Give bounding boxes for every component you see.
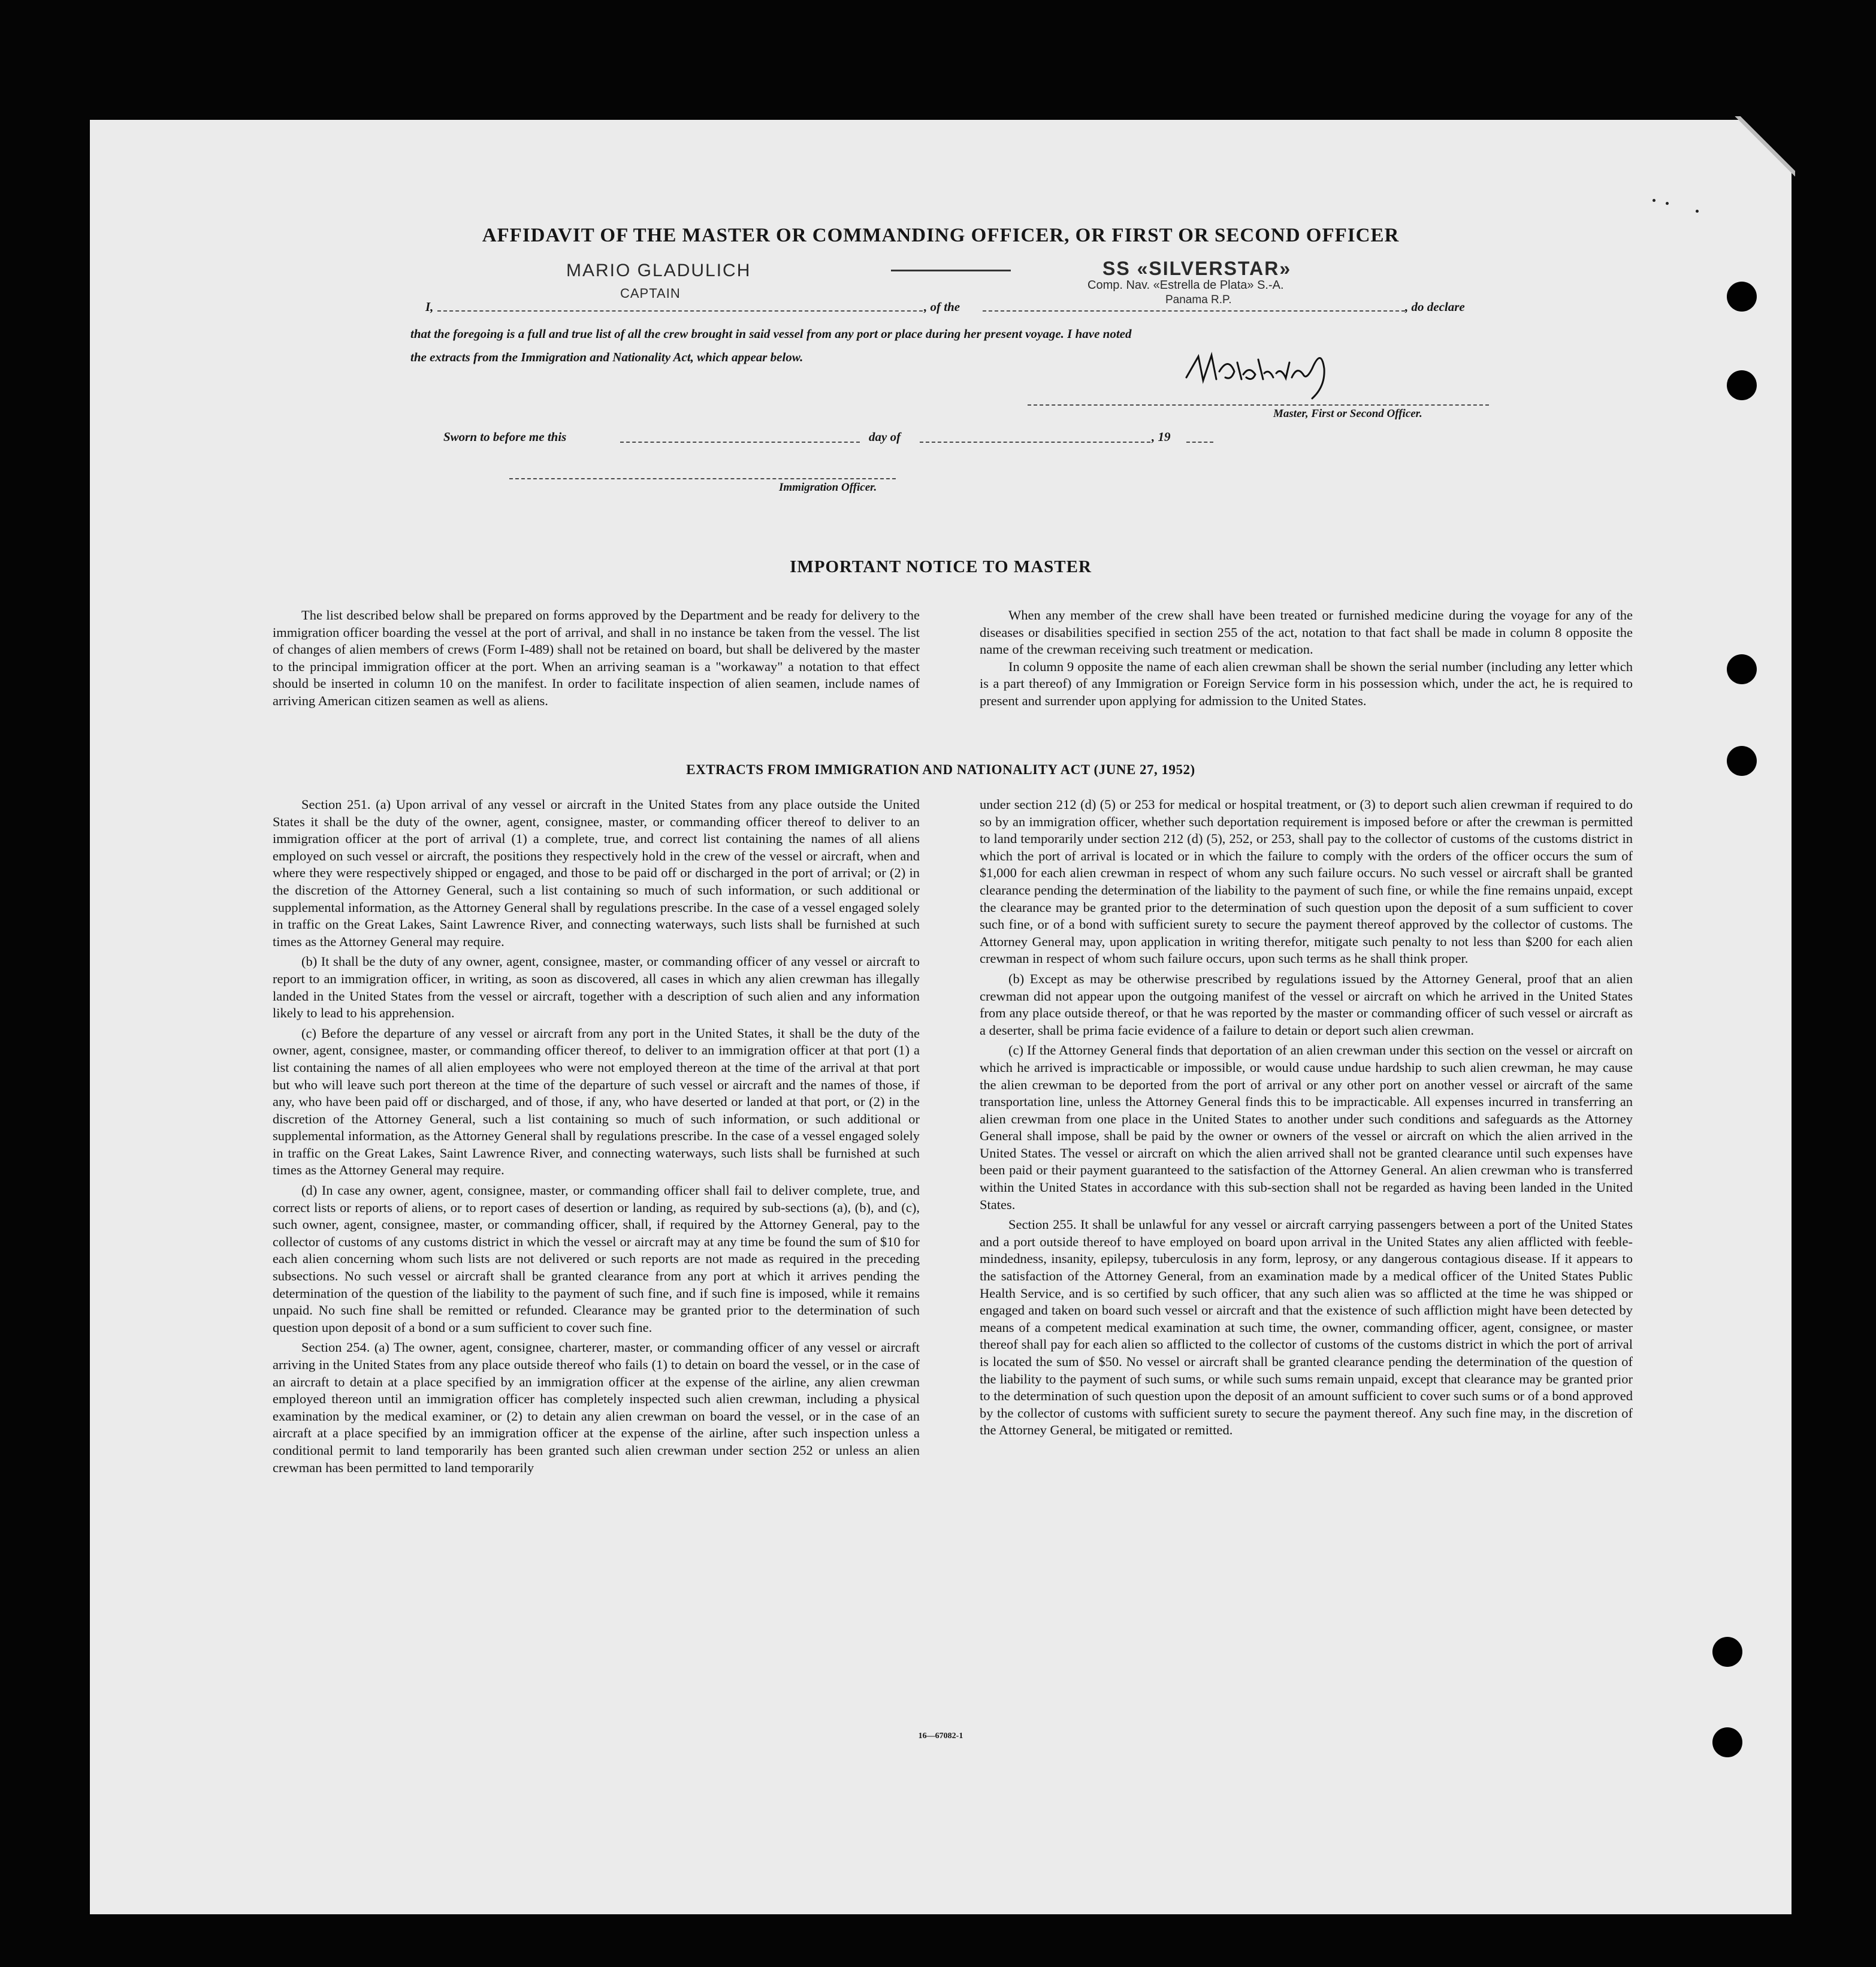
binder-hole	[1727, 282, 1757, 312]
notice-right-paragraph-1: When any member of the crew shall have been treated or furnished medicine during the voyage for any of the diseases or disabilities specified in section 255 of the act, notation to that fact shall be made in column 8 opposite the name of the crewman receiving such treatment or medication.	[980, 608, 1633, 657]
notice-right-column	[980, 607, 1633, 710]
label-do-declare: , do declare	[1405, 300, 1465, 314]
notice-left-column	[273, 607, 920, 710]
extracts-heading: EXTRACTS FROM IMMIGRATION AND NATIONALITY ACT (JUNE 27, 1952)	[686, 762, 1195, 777]
declaration-line-1: that the foregoing is a full and true list of all the crew brought in said vessel from any port or place during her present voyage. I have noted	[410, 327, 1132, 341]
declaration-line-2: the extracts from the Immigration and Nationality Act, which appear below.	[410, 350, 803, 364]
vessel-blank-line	[983, 310, 1405, 312]
notice-heading: IMPORTANT NOTICE TO MASTER	[790, 557, 1092, 576]
notice-right-paragraph-2: In column 9 opposite the name of each alien crewman shall be shown the serial number (including any letter which is a part thereof) of any Immigration or Foreign Service form in his possession which, under the act, he is required to present and surrender upon applying for admission to the United States.	[980, 658, 1633, 708]
dust-speck	[1653, 199, 1656, 202]
binder-hole	[1727, 746, 1757, 776]
sworn-date-blank	[620, 442, 860, 443]
extracts-right-column	[980, 796, 1633, 1439]
extract-paragraph: under section 212 (d) (5) or 253 for medical or hospital treatment, or (3) to deport such alien crewman if required to do so by an immigration officer, whether such deportation requirement is imposed before or after the crewman is permitted to land temporarily under section 212 (d) (5), 252, or 253, shall pay to the collector of customs of the customs district in which the port of arrival is located or in which the failure to comply with the orders of the officer occurs the sum of $1,000 for each alien crewman in respect of whom any such failure occurs. No such vessel or aircraft shall be granted clearance pending the determination of the liability to the payment of such fine, or while the fine remains unpaid, except the clearance may be granted prior to the determination of such question upon the deposit of a sum sufficient to cover such fine, or of a bond with sufficient surety to secure the payment thereof approved by the collector of customs. The Attorney General may, upon application in writing therefor, mitigate such penalty to not less than $200 for each alien crewman in respect of whom such failure occurs, upon such terms as he shall think proper.	[980, 797, 1633, 966]
extract-paragraph: Section 254. (a) The owner, agent, consignee, charterer, master, or commanding officer of any vessel or aircraft arriving in the United States from any place outside thereof who fails (1) to detain on board the vessel, or in the case of an aircraft to detain at a place specified by an immigration officer at the expense of the airline, any alien crewman employed thereon until an immigration officer has completely inspected such alien crewman, including a physical examination by the medical examiner, or (2) to detain any alien crewman on board the vessel, or in the case of an aircraft at a place specified by an immigration officer at the expense of the airline, after such inspection unless a conditional permit to land temporarily has been granted such alien crewman under section 252 or unless an alien crewman has been permitted to land temporarily	[273, 1340, 920, 1475]
extract-paragraph: Section 251. (a) Upon arrival of any vessel or aircraft in the United States from any place outside the United States it shall be the duty of the owner, agent, consignee, master, or commanding officer thereof to deliver to an immigration officer at the port of arrival (1) a complete, true, and correct list containing the names of all aliens employed on such vessel or aircraft, the positions they respectively hold in the crew of the vessel or aircraft, when and where they were respectively shipped or engaged, and those to be paid off or discharged in the port of arrival; or (2) in the discretion of the Attorney General, such a list containing so much of such information, or such additional or supplemental information, as the Attorney General shall by regulations prescribe. In the case of a vessel engaged solely in traffic on the Great Lakes, Saint Lawrence River, and connecting waterways, such lists shall be furnished at such times as the Attorney General may require.	[273, 797, 920, 949]
sworn-year-blank	[1186, 442, 1213, 443]
officer-blank-line	[509, 478, 896, 479]
master-name: MARIO GLADULICH	[566, 261, 751, 280]
dust-speck	[1666, 202, 1669, 205]
signature-caption: Master, First or Second Officer.	[1273, 407, 1422, 420]
label-i: I,	[425, 300, 434, 314]
sworn-label: Sworn to before me this	[443, 430, 567, 444]
master-rank: CAPTAIN	[620, 286, 681, 301]
page-corner-fold	[1723, 116, 1795, 188]
binder-hole	[1712, 1727, 1742, 1757]
document-page	[90, 120, 1792, 1914]
binder-hole	[1712, 1637, 1742, 1667]
year-label: , 19	[1152, 430, 1171, 444]
vessel-place: Panama R.P.	[1165, 294, 1232, 306]
name-blank-line	[437, 310, 923, 312]
binder-hole	[1727, 654, 1757, 684]
officer-caption: Immigration Officer.	[779, 481, 877, 494]
vessel-name: SS «SILVERSTAR»	[1102, 258, 1292, 279]
sworn-month-blank	[920, 442, 1150, 443]
notice-left-paragraph: The list described below shall be prepared on forms approved by the Department and be ready for delivery to the immigration officer boarding the vessel at the port of arrival, and shall in no instance be taken from the vessel. The list of changes of alien members of crews (Form I-489) shall not be retained on board, but shall be delivered by the master to the principal immigration officer at the port. When an arriving seaman is a "workaway" a notation to that effect should be inserted in column 10 on the manifest. In order to facilitate inspection of alien seamen, include names of arriving American citizen seamen as well as aliens.	[273, 608, 920, 708]
dust-speck	[1696, 210, 1699, 213]
binder-hole	[1727, 370, 1757, 400]
extracts-left-column	[273, 796, 920, 1476]
extract-paragraph: Section 255. It shall be unlawful for any vessel or aircraft carrying passengers between a port of the United States and a port outside thereof to have employed on board upon arrival in the United States any alien afflicted with feeble-mindedness, insanity, epilepsy, tuberculosis in any form, leprosy, or any dangerous contagious disease. If it appears to the satisfaction of the Attorney General, from an examination made by a medical officer of the United States Public Health Service, and is so certified by such officer, that any such alien was so afflicted at the time he was shipped or engaged and taken on board such vessel or aircraft and that the existence of such affliction might have been detected by means of a competent medical examination at such time, the owner, commanding officer, agent, consignee, or master thereof shall pay for each alien so afflicted to the collector of customs of the customs district in which the port of arrival is located the sum of $50. No vessel or aircraft shall be granted clearance pending the determination of the question of the liability to the payment of such sums, or while such sums remain unpaid, except that clearance may be granted prior to the determination of such question upon the deposit of an amount sufficient to cover such sums or of a bond approved by the collector of customs with sufficient surety to secure the payment thereof. Any such fine may, in the discretion of the Attorney General, be mitigated or remitted.	[980, 1217, 1633, 1438]
extract-paragraph: (c) Before the departure of any vessel or aircraft from any port in the United States, it shall be the duty of the owner, agent, consignee, master, or commanding officer thereof, to deliver to an immigration officer at that port (1) a list containing the names of all alien employees who were not employed thereon at the time of the arrival at that port but who will leave such port thereon at the time of the departure of such vessel or aircraft and the names of those, if any, who have been paid off or discharged, and of those, if any, who have deserted or landed at that port, or (2) in the discretion of the Attorney General, such a list containing so much of such information, or such additional or supplemental information, as the Attorney General shall by regulations prescribe. In the case of a vessel engaged solely in traffic on the Great Lakes, Saint Lawrence River, and connecting waterways, such lists shall be furnished at such times as the Attorney General may require.	[273, 1025, 920, 1178]
name-rule	[891, 270, 1011, 271]
extract-paragraph: (c) If the Attorney General finds that deportation of an alien crewman under this section on the vessel or aircraft on which he arrived is impracticable or impossible, or would cause undue hardship to such alien crewman, he may cause the alien crewman to be deported from the port of arrival or any other port on another vessel or aircraft of the same transportation line, unless the Attorney General finds this to be impracticable. All expenses incurred in transferring an alien crewman from one place in the United States to another under such conditions and safeguards as the Attorney General shall impose, shall be paid by the owner or owners of the vessel or aircraft on which the alien arrived in the United States. The vessel or aircraft on which the alien arrived shall not be granted clearance until such expenses have been paid or their payment guaranteed to the satisfaction of the Attorney General. An alien crewman who is transferred within the United States in accordance with this sub-section shall not be regarded as having been landed in the United States.	[980, 1043, 1633, 1212]
form-code: 16—67082-1	[918, 1732, 963, 1741]
vessel-owner: Comp. Nav. «Estrella de Plata» S.-A.	[1087, 279, 1284, 292]
signature-blank-line	[1028, 404, 1489, 406]
extract-paragraph: (d) In case any owner, agent, consignee, master, or commanding officer shall fail to deliver complete, true, and correct lists or reports of aliens, or to report cases of desertion or landing, as required by sub-sections (a), (b), and (c), such owner, agent, consignee, master, or commanding officer, shall, if required by the Attorney General, pay to the collector of customs of any customs district in which the vessel or aircraft may at any time be found the sum of $10 for each alien concerning whom such lists are not delivered or such reports are not made as required in the preceding subsections. No such vessel or aircraft shall be granted clearance from any port at which it arrives pending the determination of the question of the liability to the payment of such fine, and if such fine is imposed, while it remains unpaid. No such fine shall be remitted or refunded. Clearance may be granted prior to the determination of such question upon deposit of a bond or a sum sufficient to cover such fine.	[273, 1183, 920, 1335]
master-signature	[1174, 345, 1390, 404]
extract-paragraph: (b) Except as may be otherwise prescribed by regulations issued by the Attorney General, proof that an alien crewman did not appear upon the outgoing manifest of the vessel or aircraft on which he arrived in the United States from any place outside thereof, or that he was reported by the master or commanding officer of such vessel or aircraft as a deserter, shall be prima facie evidence of a failure to detain or deport such alien crewman.	[980, 971, 1633, 1038]
extract-paragraph: (b) It shall be the duty of any owner, agent, consignee, master, or commanding officer of any vessel or aircraft to report to an immigration officer, in writing, as soon as discovered, all cases in which any alien crewman has illegally landed in the United States from the vessel or aircraft, together with a description of such alien and any information likely to lead to his apprehension.	[273, 954, 920, 1021]
day-of-label: day of	[869, 430, 901, 444]
label-of-the: , of the	[924, 300, 960, 314]
affidavit-heading: AFFIDAVIT OF THE MASTER OR COMMANDING OFFICER, OR FIRST OR SECOND OFFICER	[482, 225, 1400, 246]
